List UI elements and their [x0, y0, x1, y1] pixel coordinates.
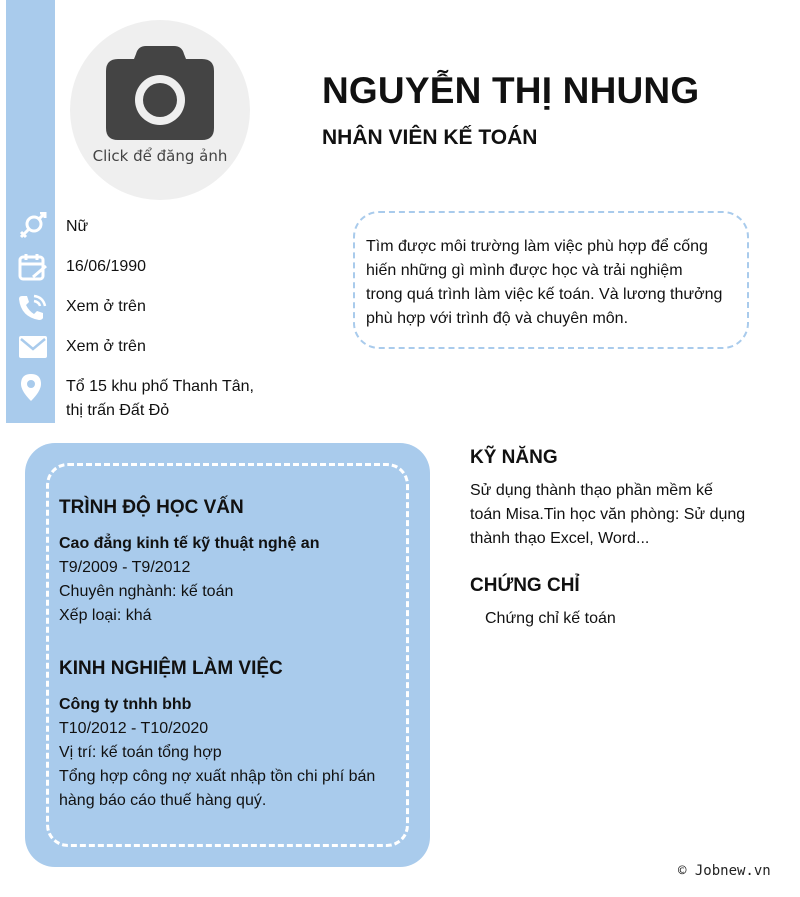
copyright: © Jobnew.vn — [678, 863, 771, 879]
address-line-1: Tổ 15 khu phố Thanh Tân, — [66, 378, 254, 395]
gender-icon — [17, 212, 49, 240]
camera-icon — [106, 46, 214, 140]
skills-line: toán Misa.Tin học văn phòng: Sử dụng — [470, 506, 746, 523]
experience-description: hàng báo cáo thuế hàng quý. — [59, 792, 267, 809]
objective-line: trong quá trình làm việc kế toán. Và lương thưởng — [366, 286, 723, 303]
education-school: Cao đẳng kinh tế kỹ thuật nghệ an — [59, 535, 320, 552]
phone-icon — [17, 293, 49, 321]
address-line-2: thị trấn Đất Đỏ — [66, 402, 170, 419]
career-objective — [353, 211, 749, 349]
job-title: NHÂN VIÊN KẾ TOÁN — [322, 126, 538, 149]
experience-description: Tổng hợp công nợ xuất nhập tồn chi phí bán — [59, 768, 376, 785]
certificate-item: Chứng chỉ kế toán — [485, 610, 616, 627]
calendar-icon — [17, 253, 49, 281]
skills-line: Sử dụng thành thạo phần mềm kế — [470, 482, 713, 499]
phone-value: Xem ở trên — [66, 298, 146, 315]
objective-line: phù hợp với trình độ và chuyên môn. — [366, 310, 629, 327]
experience-title: KINH NGHIỆM LÀM VIỆC — [59, 658, 283, 679]
gender-value: Nữ — [66, 218, 89, 235]
skills-title: KỸ NĂNG — [470, 447, 558, 468]
photo-upload[interactable] — [70, 20, 250, 200]
education-title: TRÌNH ĐỘ HỌC VẤN — [59, 497, 244, 518]
email-value: Xem ở trên — [66, 338, 146, 355]
experience-company: Công ty tnhh bhb — [59, 696, 192, 713]
education-major: Chuyên nghành: kế toán — [59, 583, 234, 600]
email-icon — [17, 333, 49, 361]
experience-position: Vị trí: kế toán tổng hợp — [59, 744, 222, 761]
birthdate-value: 16/06/1990 — [66, 258, 147, 275]
objective-line: Tìm được môi trường làm việc phù hợp để cống — [366, 238, 708, 255]
experience-period: T10/2012 - T10/2020 — [59, 720, 209, 737]
photo-caption: Click để đăng ảnh — [92, 147, 228, 165]
education-grade: Xếp loại: khá — [59, 607, 152, 624]
skills-line: thành thạo Excel, Word... — [470, 530, 650, 547]
skills-text — [470, 479, 770, 551]
education-period: T9/2009 - T9/2012 — [59, 559, 191, 576]
candidate-name: NGUYỄN THỊ NHUNG — [322, 70, 700, 111]
location-icon — [17, 373, 49, 401]
objective-line: hiến những gì mình được học và trải nghiệm — [366, 262, 683, 279]
certificates-title: CHỨNG CHỈ — [470, 575, 580, 596]
